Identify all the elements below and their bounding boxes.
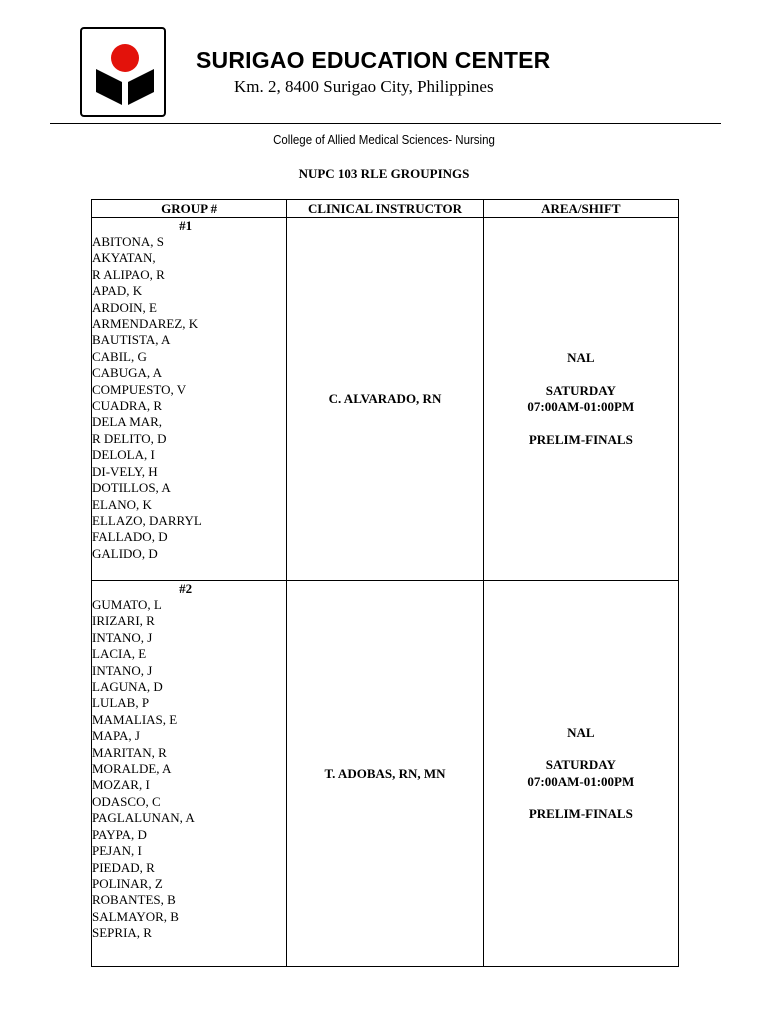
list-item: LACIA, E [92, 646, 147, 662]
list-item: PIEDAD, R [92, 859, 155, 875]
list-item: APAD, K [92, 283, 143, 299]
list-item: ELLAZO, DARRYL [92, 512, 202, 528]
spacer [484, 741, 678, 757]
list-item: POLINAR, Z [92, 875, 163, 891]
header-area-shift: AREA/SHIFT [483, 200, 678, 218]
groupings-table [91, 199, 679, 967]
area-name: NAL [567, 350, 595, 365]
spacer [484, 367, 678, 383]
list-item: MOZAR, I [92, 777, 150, 793]
list-item: R DELITO, D [92, 430, 167, 446]
list-item: COMPUESTO, V [92, 381, 187, 397]
header-divider [50, 123, 721, 124]
shift-term: PRELIM-FINALS [528, 806, 633, 821]
list-item: MORALDE, A [92, 761, 172, 777]
list-item: DOTILLOS, A [92, 480, 171, 496]
list-item: GALIDO, D [92, 545, 158, 561]
table-row [92, 581, 679, 967]
list-item: MARITAN, R [92, 744, 167, 760]
list-item: ABITONA, S [92, 234, 164, 249]
list-item: INTANO, J [92, 629, 153, 645]
list-item: DI-VELY, H [92, 463, 158, 479]
college-name: College of Allied Medical Sciences- Nursing [273, 133, 495, 147]
list-item: GUMATO, L [92, 597, 162, 612]
school-name: SURIGAO EDUCATION CENTER [196, 47, 551, 73]
shift-time: 07:00AM-01:00PM [527, 399, 635, 414]
list-item: SEPRIA, R [92, 925, 152, 941]
shift-day: SATURDAY [545, 382, 616, 398]
list-item: MAMALIAS, E [92, 711, 178, 727]
list-item: PAGLALUNAN, A [92, 810, 195, 826]
group-members-cell [92, 581, 287, 967]
list-item: ODASCO, C [92, 793, 161, 809]
school-address: Km. 2, 8400 Surigao City, Philippines [234, 77, 494, 96]
list-item: LULAB, P [92, 695, 150, 711]
spacer [484, 416, 678, 432]
list-item: DELOLA, I [92, 447, 155, 463]
book-and-sun-icon [82, 29, 164, 115]
spacer [484, 790, 678, 806]
shift-term: PRELIM-FINALS [528, 431, 633, 447]
area-shift-cell [483, 581, 678, 967]
list-item: CABUGA, A [92, 365, 163, 381]
shift-day: SATURDAY [545, 757, 616, 772]
group-members-cell [92, 218, 287, 581]
list-item: R ALIPAO, R [92, 266, 165, 282]
clinical-instructor: T. ADOBAS, RN, MN [287, 581, 483, 967]
list-item: ROBANTES, B [92, 892, 176, 908]
list-item: BAUTISTA, A [92, 332, 171, 348]
list-item: LAGUNA, D [92, 679, 163, 695]
shift-time: 07:00AM-01:00PM [527, 773, 635, 789]
list-item: PEJAN, I [92, 843, 142, 859]
list-item: FALLADO, D [92, 529, 168, 545]
list-item: CABIL, G [92, 348, 147, 364]
header-group: GROUP # [92, 200, 287, 218]
list-item: ARDOIN, E [92, 299, 157, 315]
list-item: DELA MAR, [92, 414, 163, 430]
table-row [92, 218, 679, 581]
group-number: #1 [179, 218, 193, 233]
area-name: NAL [567, 724, 595, 740]
list-item: SALMAYOR, B [92, 908, 179, 924]
list-item: ELANO, K [92, 496, 152, 512]
list-item: CUADRA, R [92, 398, 163, 414]
list-item: PAYPA, D [92, 826, 147, 842]
list-item: INTANO, J [92, 662, 153, 678]
school-logo [80, 27, 166, 117]
list-item: MAPA, J [92, 728, 140, 744]
table-header-row [92, 200, 679, 218]
clinical-instructor: C. ALVARADO, RN [287, 218, 483, 581]
header-clinical-instructor: CLINICAL INSTRUCTOR [287, 200, 483, 218]
list-item: IRIZARI, R [92, 613, 155, 629]
document-title: NUPC 103 RLE GROUPINGS [298, 166, 470, 181]
list-item: ARMENDAREZ, K [92, 316, 199, 332]
area-shift-cell [483, 218, 678, 581]
list-item: AKYATAN, [92, 250, 156, 266]
group-number: #2 [179, 581, 193, 596]
